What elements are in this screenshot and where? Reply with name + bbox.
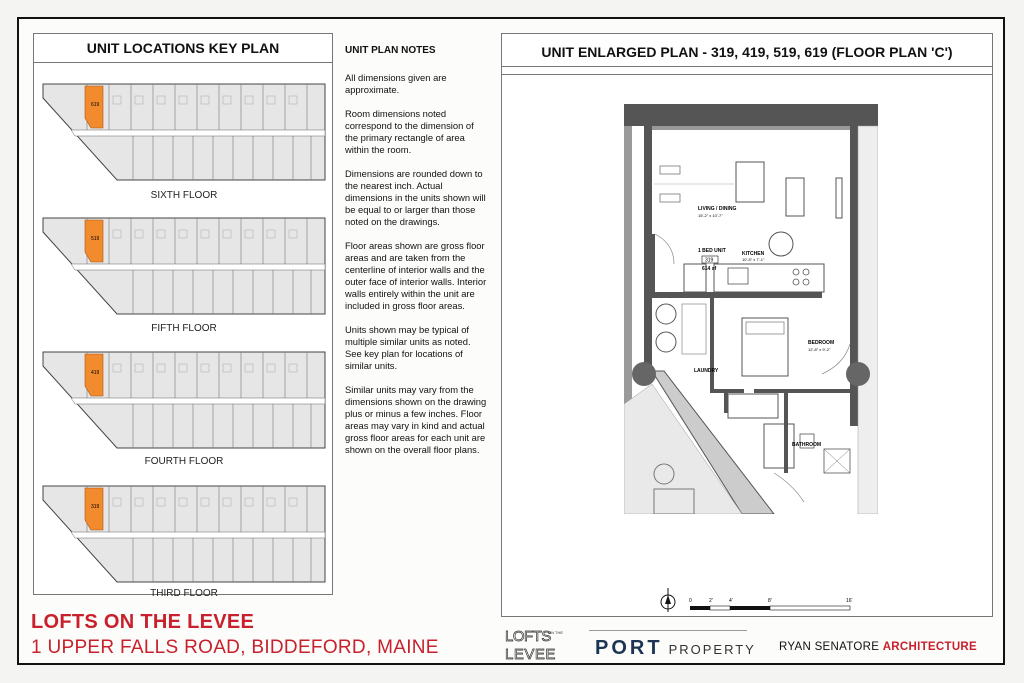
room-label-living: LIVING / DINING (698, 206, 737, 212)
key-unit-label: 519 (91, 236, 100, 242)
unit-floor-plan (624, 104, 878, 514)
scale-tick: 8' (768, 598, 772, 604)
project-name: LOFTS ON THE LEVEE (31, 611, 255, 633)
floor-label-fourth: FOURTH FLOOR (144, 456, 224, 467)
port-property-logo (595, 637, 756, 660)
floor-label-sixth: SIXTH FLOOR (150, 190, 218, 201)
unit-plan-panel (501, 33, 993, 617)
unit-plan-title: UNIT ENLARGED PLAN - 319, 419, 519, 619 (FLOOR PLAN 'C') (502, 38, 992, 67)
note-item: Units shown may be typical of multiple similar units as noted. See key plan for locations of similar units. (345, 324, 471, 371)
column (632, 362, 656, 386)
drawing-sheet (17, 17, 1005, 665)
floor-plan-third (41, 484, 327, 584)
floor-label-third: THIRD FLOOR (150, 588, 218, 599)
port-logo-rule (589, 630, 747, 631)
floor-plan-sixth (41, 82, 327, 182)
key-plan-panel (33, 33, 333, 599)
room-label-bedroom: BEDROOM (808, 340, 835, 346)
note-item: Floor areas shown are gross floor areas and are taken from the centerline of interior walls and the outer face of interior walls. Interior walls entirely within the unit are included in gross floor areas. (345, 240, 487, 311)
note-item: Similar units may vary from the dimensions shown on the drawing plus or minus a few inches. Floor areas may vary in kind and actual gross floor areas for each unit are shown on the overall floor plans. (345, 384, 487, 455)
key-unit-label: 319 (91, 504, 100, 510)
floor-plan-fourth (41, 350, 327, 450)
architect-credit (779, 641, 977, 653)
logo-lofts-word: LOFTS (505, 628, 551, 645)
notes-title: UNIT PLAN NOTES (345, 45, 436, 56)
logo-lofts-small: ON THE (548, 630, 564, 635)
architect-word: ARCHITECTURE (882, 641, 978, 653)
scale-bar (660, 586, 860, 616)
column (846, 362, 870, 386)
scale-tick: 0 (689, 598, 692, 604)
logo-property-word: PROPERTY (668, 642, 756, 657)
unit-number: 319 (705, 257, 714, 264)
project-address: 1 UPPER FALLS ROAD, BIDDEFORD, MAINE (31, 637, 439, 658)
room-label-bathroom: BATHROOM (792, 442, 822, 448)
scale-tick: 2' (709, 598, 713, 604)
room-dim-living: 15'-2" x 10'-7" (698, 213, 723, 218)
room-dim-bedroom: 12'-8" x 9'-2" (808, 347, 831, 352)
unit-type: 1 BED UNIT (698, 248, 726, 254)
note-item: All dimensions given are approximate. (345, 72, 447, 95)
logo-levee-word: LEVEE (505, 646, 556, 663)
unit-plan-notes (345, 45, 489, 468)
scale-tick: 16' (846, 598, 853, 604)
floor-label-fifth: FIFTH FLOOR (151, 323, 217, 334)
note-item: Dimensions are rounded down to the nearest inch. Actual dimensions in the units shown will be equal to or larger than those noted on the drawings. (345, 168, 486, 227)
scale-tick: 4' (729, 598, 733, 604)
architect-name: RYAN SENATORE (779, 641, 880, 653)
floor-plan-fifth (41, 216, 327, 316)
room-dim-kitchen: 10'-5" x 7'-1" (742, 257, 765, 262)
north-arrow-icon (661, 588, 675, 612)
left-exterior-wall (644, 126, 652, 371)
lofts-logo (503, 623, 567, 667)
key-plan-title: UNIT LOCATIONS KEY PLAN (34, 34, 332, 63)
room-label-kitchen: KITCHEN (742, 251, 765, 257)
room-label-laundry: LAUNDRY (694, 368, 719, 374)
logo-port-word: PORT (595, 637, 663, 659)
top-exterior-wall (624, 104, 878, 126)
note-item: Room dimensions noted correspond to the dimension of the primary rectangle of area within the room. (345, 108, 474, 155)
key-unit-label: 619 (91, 102, 100, 108)
unit-area: 614 sf (702, 266, 717, 272)
key-unit-label: 419 (91, 370, 100, 376)
